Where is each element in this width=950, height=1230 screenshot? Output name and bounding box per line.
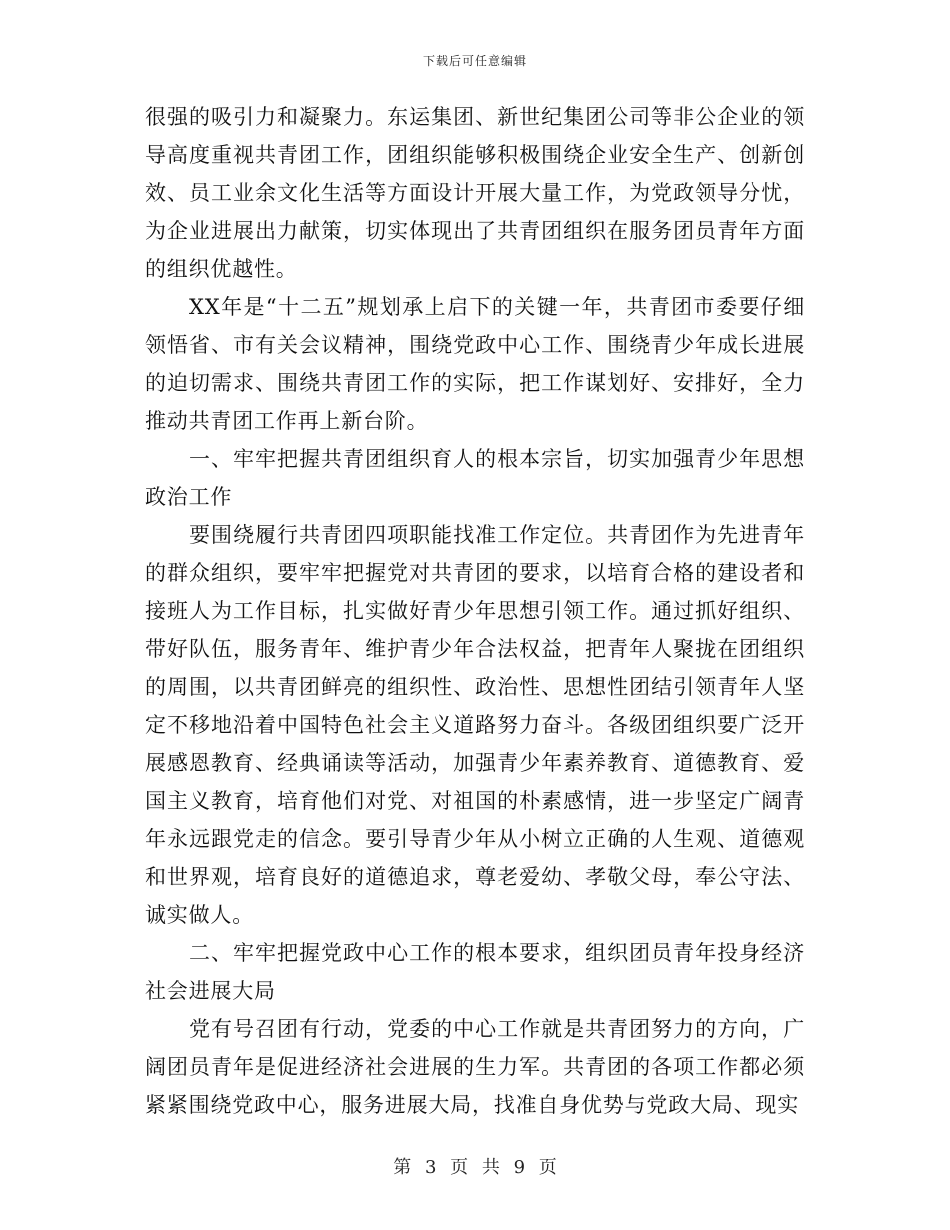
paragraph-3: 要围绕履行共青团四项职能找准工作定位。共青团作为先进青年的群众组织，要牢牢把握党对共青团的要求，以培育合格的建设者和接班人为工作目标，扎实做好青少年思想引领工作。通过抓好组织、带好队伍，服务青年、维护青少年合法权益，把青年人聚拢在团组织的周围，以共青团鲜亮的组织性、政治性、思想性团结引领青年人坚定不移地沿着中国特色社会主义道路努力奋斗。各级团组织要广泛开展感恩教育、经典诵读等活动，加强青少年素养教育、道德教育、爱国主义教育，培育他们对党、对祖国的朴素感情，进一步坚定广阔青年永远跟党走的信念。要引导青少年从小树立正确的人生观、道德观和世界观，培育良好的道德追求，尊老爱幼、孝敬父母，奉公守法、诚实做人。 xyxy=(145,523,805,927)
paragraph-1: 很强的吸引力和凝聚力。东运集团、新世纪集团公司等非公企业的领导高度重视共青团工作，团组织能够积极围绕企业安全生产、创新创效、员工业余文化生活等方面设计开展大量工作，为党政领导分忧，为企业进展出力献策，切实体现出了共青团组织在服务团员青年方面的组织优越性。 xyxy=(145,105,805,281)
page-footer: 第 3 页 共 9 页 xyxy=(393,1157,557,1178)
page-header: 下载后可任意编辑 xyxy=(422,54,527,68)
paragraph-4: 党有号召团有行动，党委的中心工作就是共青团努力的方向，广阔团员青年是促进经济社会进展的生力军。共青团的各项工作都必须紧紧围绕党政中心，服务进展大局，找准自身优势与党政大局、现实 xyxy=(145,1017,805,1117)
document-body xyxy=(145,98,805,1124)
paragraph-2: XX年是“十二五”规划承上启下的关键一年，共青团市委要仔细领悟省、市有关会议精神，围绕党政中心工作、围绕青少年成长进展的迫切需求、围绕共青团工作的实际，把工作谋划好、安排好，全力推动共青团工作再上新台阶。 xyxy=(145,295,805,433)
section-heading-2: 二、牢牢把握党政中心工作的根本要求，组织团员青年投身经济社会进展大局 xyxy=(145,941,805,1003)
section-heading-1: 一、牢牢把握共青团组织育人的根本宗旨，切实加强青少年思想政治工作 xyxy=(145,447,805,509)
